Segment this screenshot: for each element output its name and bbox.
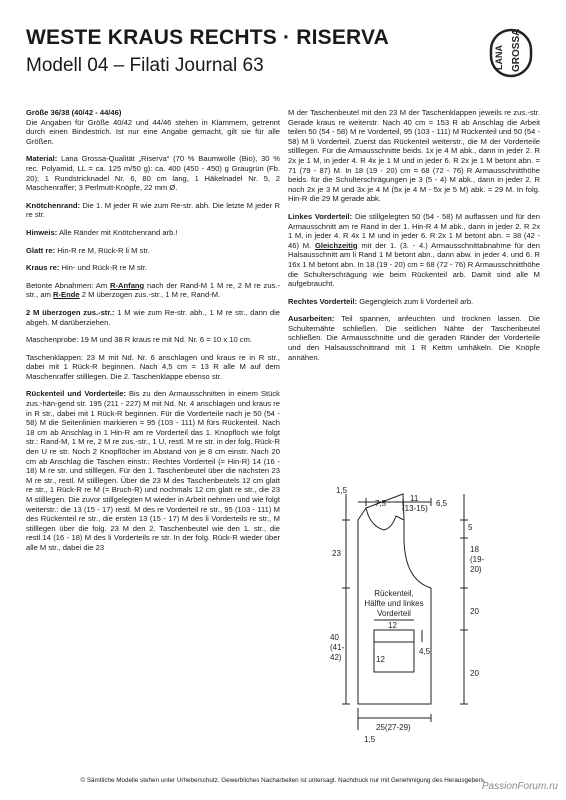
ausarbeiten-heading: Ausarbeiten: [288, 314, 335, 324]
glatt-re-text: Hin-R re M, Rück-R li M str. [57, 245, 150, 255]
dim-11: 11 [410, 494, 419, 503]
right-column [288, 108, 540, 370]
abnahmen-text-2: nach der Rand-M 1 M re, 2 M re zus.-str., am [26, 280, 280, 300]
piece-label-1: Rückenteil, [374, 589, 414, 598]
ueberzogen-text: 1 M wie zum Re-str. abh., 1 M re str., dann die abgeh. M darüberziehen. [26, 307, 280, 327]
linkes-vorderteil-heading: Linkes Vorderteil: [288, 211, 353, 221]
left-column [26, 108, 280, 561]
dim-18-sizes-a: (19- [470, 555, 485, 564]
dim-20-a: 20 [470, 607, 479, 616]
abnahmen-text-1: Betonte Abnahmen: Am [26, 280, 108, 290]
dim-40-sizes-b: 42) [330, 653, 342, 662]
r-anfang-term: R-Anfang [110, 280, 145, 290]
linkes-vorderteil-text-2: mit der 1. (3. - 4.) Armausschnittabnahme für den Halsausschnitt am li Rand 1 M betont abn., dann abw. in jeder 4. und 6. R 16x 1 M betont abn. In 18 (19 - 20) cm = 68 (72 - 76) R Armausschnitthöhe die Schulterschrägung wie beim Rückenteil arb. Damit sind alle M aufgebraucht. [288, 240, 540, 289]
dim-18: 18 [470, 545, 479, 554]
piece-label-2: Hälfte und linkes [364, 599, 424, 608]
dim-18-sizes-b: 20) [470, 565, 482, 574]
dim-20-b: 20 [470, 669, 479, 678]
copyright-footer: © Sämtliche Modelle stehen unter Urheberschutz. Gewerbliches Nacharbeiten ist untersagt. Nachdruck nur mit Genehmigung des Herausgebers. [80, 777, 486, 784]
dim-40: 40 [330, 633, 339, 642]
size-text: Die Angaben für Größe 40/42 und 44/46 stehen in Klammern, getrennt durch einen Bindestrich. Ist nur eine Angabe gemacht, gilt sie für alle Größen. [26, 117, 280, 146]
kraus-re-text: Hin- und Rück-R re M str. [61, 263, 148, 273]
knoetchenrand-text: Die 1. M jeder R wie zum Re-str. abh. Die letzte M jeder R re str. [26, 200, 280, 220]
glatt-re-heading: Glatt re: [26, 245, 56, 255]
maschenprobe-text: Maschenprobe: 19 M und 38 R kraus re mit Nd. Nr. 6 = 10 x 10 cm. [26, 335, 253, 345]
hinweis-heading: Hinweis: [26, 227, 58, 237]
dim-pocket-height: 12 [376, 655, 385, 664]
dim-bottom-1-5: 1,5 [364, 735, 376, 744]
pocket-rect [374, 630, 414, 672]
rechtes-vorderteil-text: Gegengleich zum li Vorderteil arb. [359, 296, 474, 306]
svg-text:GROSSA: GROSSA [511, 28, 522, 72]
hinweis-text: Alle Ränder mit Knötchenrand arb.! [58, 227, 178, 237]
linkes-vorderteil-text-1: Die stillgelegten 50 (54 - 58) M auffassen und für den Armausschnitt am re Rand in der 1. Hin-R 4 M abk., dann in jeder 2. R 2x 1 M, in jeder 4. R 4x 1 M und in jeder 6. R 2x 1 M betont abn. = 38 (42 - 46) M. [288, 211, 540, 250]
material-heading: Material: [26, 154, 58, 164]
dim-11-sizes: (13-15) [402, 504, 428, 513]
rueckenteil-text: Bis zu den Armausschnitten in einem Stück zus.-hän-gend str. 195 (211 - 227) M mit Nd. Nr. 4 anschlagen und kraus re in R str., dabei mit 1 Rück-R beginnen. Für die Vorderteile nach je 50 (54 - 58) M die Seitenlinien markieren = 95 (103 - 111) M fürs Rückenteil. Nach 18 cm ab Anschlag in 1 Hin-R am re Vorderteil das 1. Knopfloch wie folgt str.: Rand-M, 1 M re, 2 M re zus.-str., 1 U, restl. M re str. in der folg. Rück-R den U re str. Noch 2 Knopflöcher im Abstand von je 8 cm einstr. Nach 20 cm ab Anschlag die Taschen einstr.: Rechtes Vorderteil (= Hin-R) 14 (16 - 18) M re str. und stilllegen. Für den 1. Taschenbeutel über die nächsten 23 M re str., restl. M stilllegen. Über die 23 M des Taschenbeutels 12 cm glatt re str., 1 Rück-R re M (= Bruch-R) und nochmals 12 cm glatt re str., die 23 M stilllegen. Die zuvor stillgelegten M wieder in Arbeit nehmen und wie folgt weiterstr.: die 13 (15 - 17) restl. M des re Vorderteil re str., 95 (103 - 111) M des Rückenteil re str., die ersten 13 (15 - 17) M des li Vorderteils re str., M stilllegen über die folg. 23 M den 2. Taschenbeutel wie den 1. str., die restl.14 (16 - 18) M des li Vorderteils re str. In der folg. Rück-R wieder über alle M str., dabei die 23 [26, 389, 280, 552]
rechtes-vorderteil-heading: Rechtes Vorderteil: [288, 296, 358, 306]
dim-bottom-width: 25(27-29) [376, 723, 411, 732]
abnahmen-text-3: 2 M überzogen zus.-str., 1 M re, Rand-M. [81, 290, 221, 300]
r-ende-term: R-Ende [53, 290, 80, 300]
dim-top-left: 1,5 [336, 486, 348, 495]
material-text: Lana Grossa-Qualität „Riserva“ (70 % Baumwolle (Bio), 30 % rec. Polyamid, LL = ca. 125 m/50 g): ca. 400 (450 - 450) g Graugrün (Fb. 20); 1 Rundstricknadel Nr. 6, 80 cm lang, 1 Häkelnadel Nr. 5, 2 Maschenraffer; 3 Perlmutt-Knöpfe, 22 mm Ø. [26, 154, 280, 193]
rueckenteil-continued-text: M der Taschenbeutel mit den 23 M der Taschenklappen jeweils re zus.-str. Gerade kraus re weiterstr. Nach 40 cm = 153 R ab Anschlag die Arbeit teilen 50 (54 - 58) M re Vorderteil, 95 (103 - 111) M Rückenteil und 50 (54 - 58) M li Vorderteil. Zuerst das Rückenteil weiterstr., die M der Vorderteile stilllegen. Für die Armausschnitte beids. 1x je 4 M abk., dann in jeder 2. R 2x je 1 M, in jeder 4. R 4x je 1 M und in jeder 6. R 2x je 1 M betont abn. = 71 (79 - 87) M. In 18 (19 - 20) cm = 68 (72 - 76) R Armausschnitthöhe beids. für die Schulterschrägungen je 3 (5 - 4) M abk., dann in jeder 2. R noch 2x je 3 M und 3x je 4 M (5x je 4 M - 5x je 5 M) abk. = 29 M. In folg. Hin-R die 29 M gerade abk. [288, 108, 540, 204]
watermark: PassionForum.ru [481, 781, 558, 792]
taschenklappen-text: Taschenklappen: 23 M mit Nd. Nr. 6 anschlagen und kraus re in R str., dabei mit 1 Rück-R beginnen. Nach 4,5 cm = 13 R alle M auf dem Maschenraffer stilllegen. Die 2. Taschenklappe ebenso str. [26, 352, 280, 381]
page-subtitle: Modell 04 – Filati Journal 63 [26, 55, 264, 76]
dim-4-5: 4,5 [419, 647, 431, 656]
dim-6-5: 6,5 [436, 499, 448, 508]
rueckenteil-heading: Rückenteil und Vorderteile: [26, 389, 126, 399]
knoetchenrand-heading: Knötchenrand: [26, 200, 80, 210]
size-heading: Größe 36/38 (40/42 - 44/46) [26, 108, 122, 117]
gleichzeitig-term: Gleichzeitig [314, 240, 358, 250]
dim-23: 23 [332, 549, 341, 558]
ausarbeiten-text: Teil spannen, anfeuchten und trocknen lassen. Die Schulternähte schließen. Die seitlichen Nähte der Taschenbeutel schließen. Die Armausschnitte und die geraden Ränder der Vorderteile und den Halsausschnittrand mit 1 R Kettm umhäkeln. Die Knöpfe annähen. [288, 314, 540, 362]
dim-40-sizes-a: (41- [330, 643, 345, 652]
dim-5: 5 [468, 523, 473, 532]
piece-label-3: Vorderteil [377, 609, 411, 618]
pattern-schematic [330, 480, 500, 748]
lana-grossa-logo [489, 26, 535, 80]
ueberzogen-heading: 2 M überzogen zus.-str.: [26, 307, 115, 317]
page-title: WESTE KRAUS RECHTS · RISERVA [26, 26, 390, 49]
kraus-re-heading: Kraus re: [26, 263, 60, 273]
dim-7-5: 7,5 [375, 499, 387, 508]
svg-text:LANA: LANA [494, 45, 504, 70]
dim-pocket-width: 12 [388, 621, 397, 630]
